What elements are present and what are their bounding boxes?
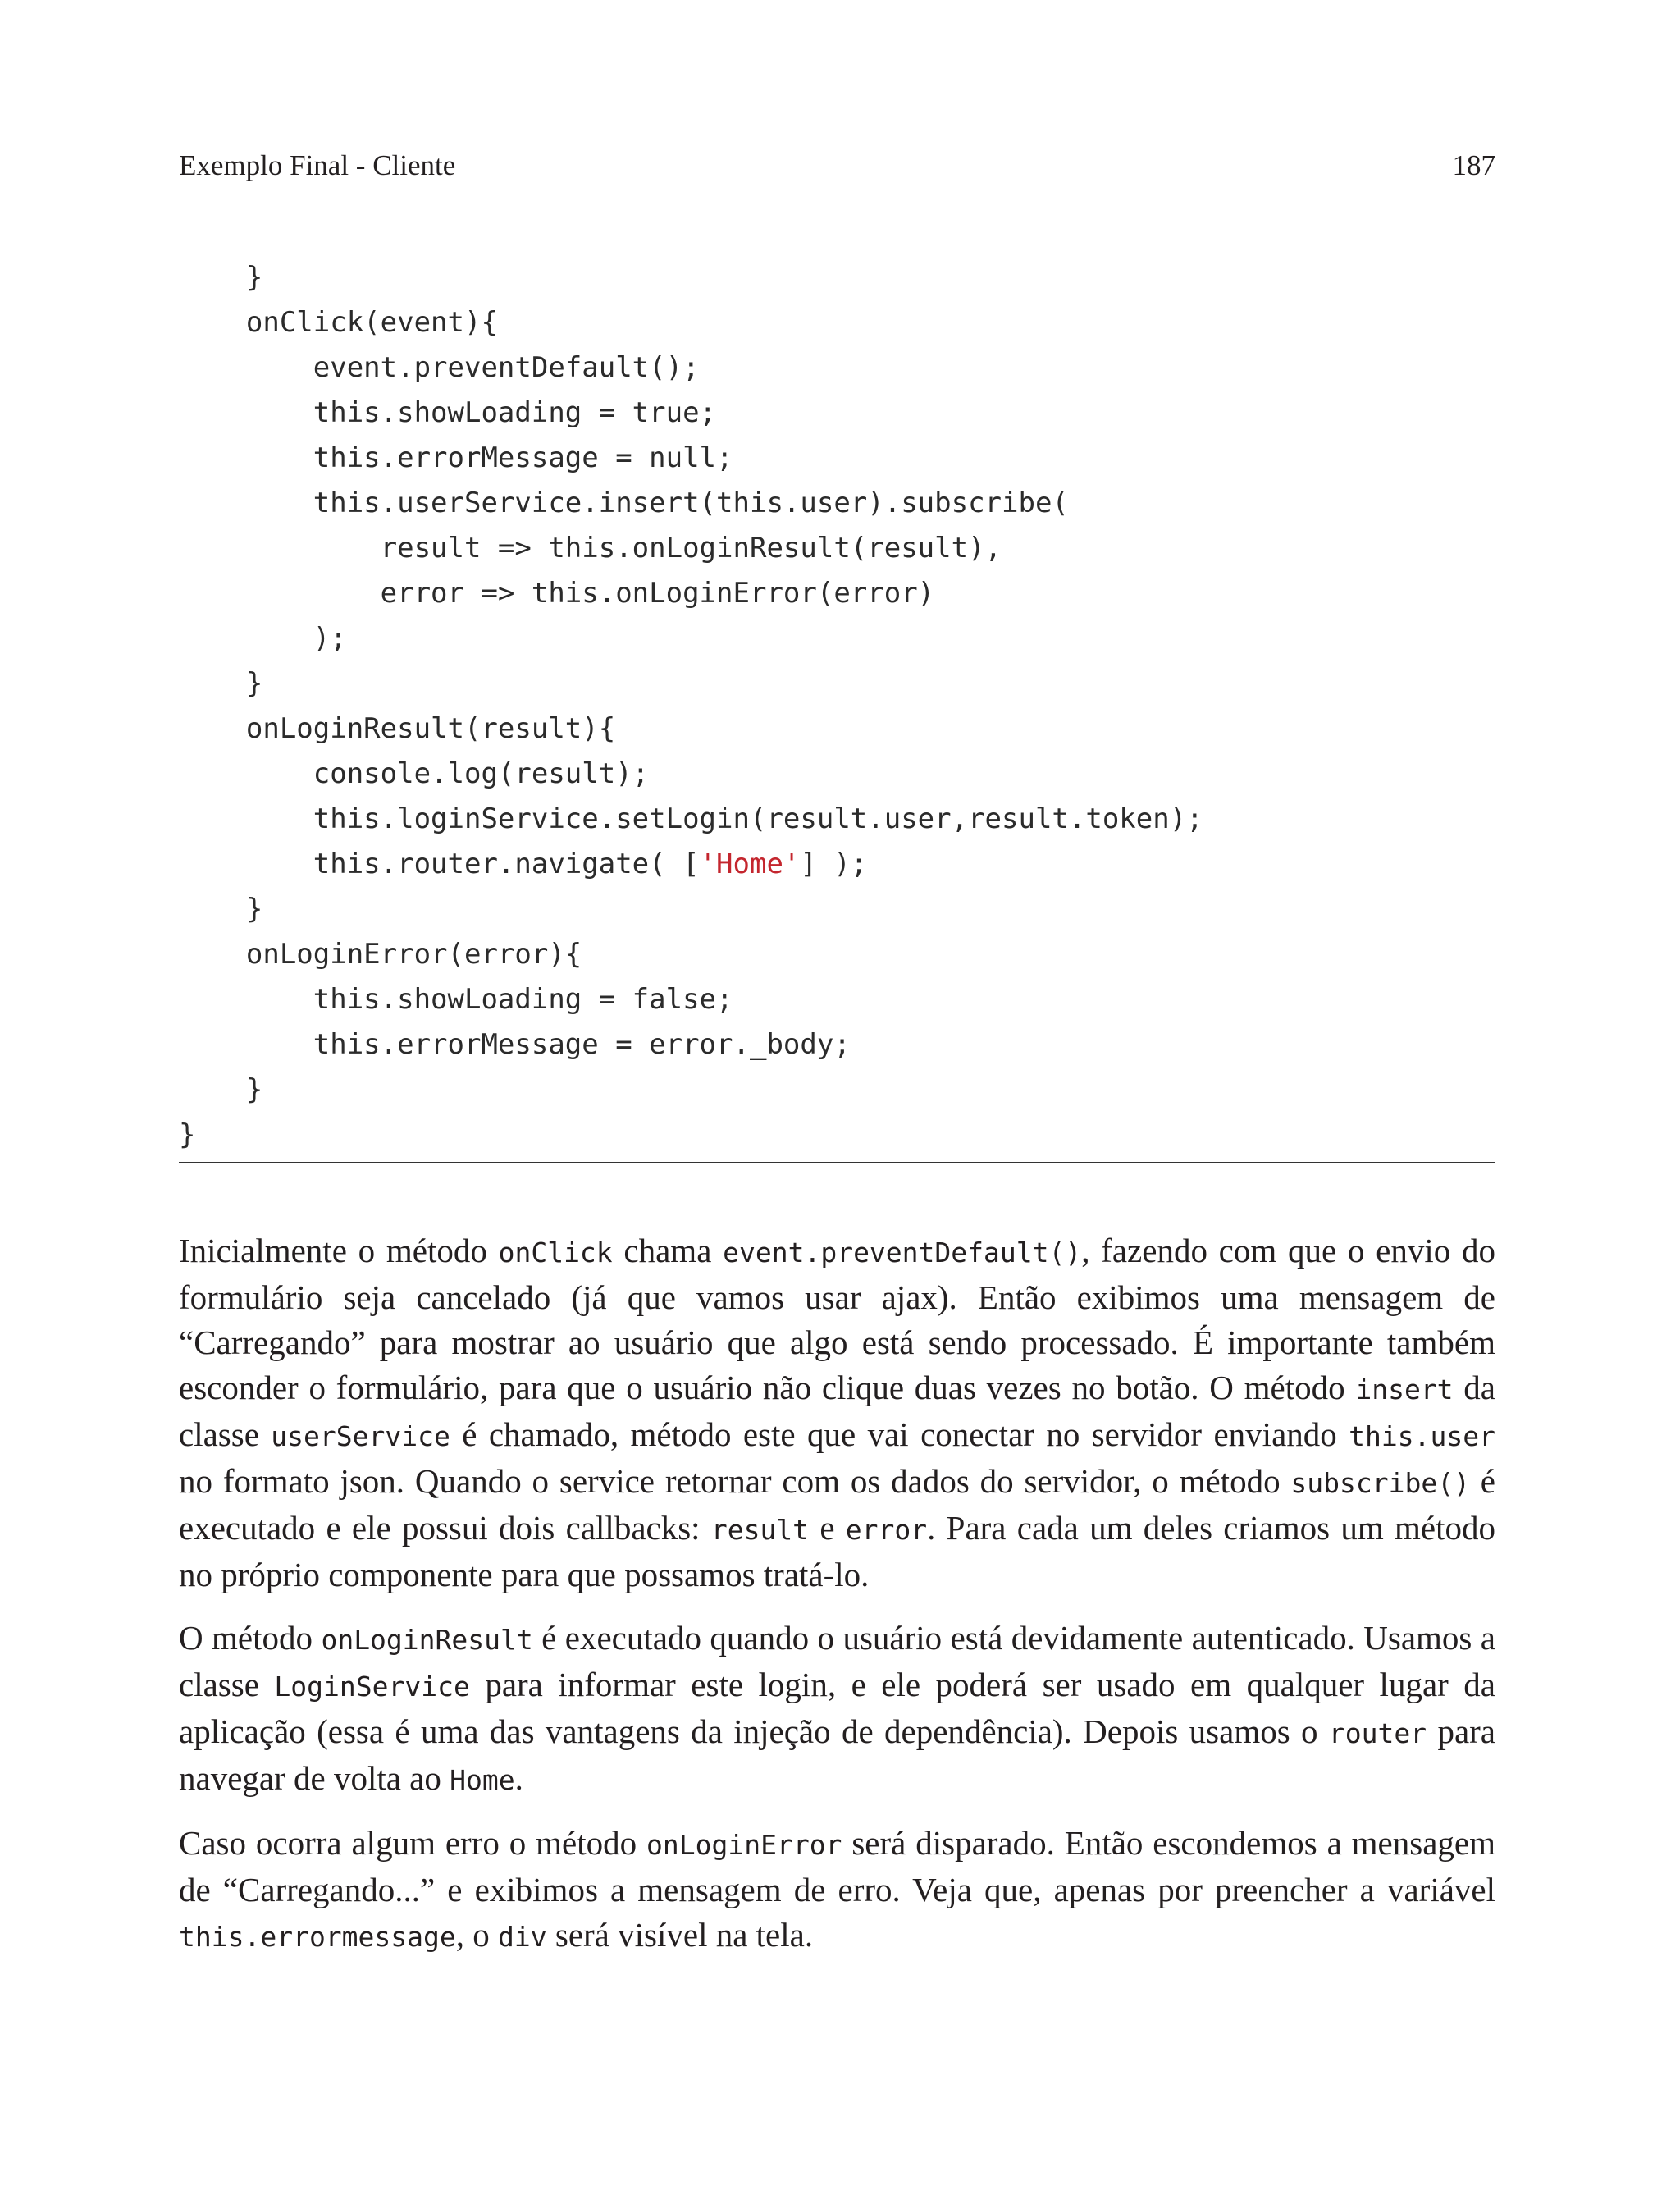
text-run: é chamado, método este que vai conectar no servidor enviando <box>450 1415 1349 1453</box>
code-segment: this.router.navigate( [ <box>179 848 700 880</box>
text-run: para informar este login, e ele poderá ser usado em qualquer lugar da aplicação (essa é uma das vantagens da injeção de dependência). Depois usamos o <box>179 1666 1495 1750</box>
text-run: da classe <box>179 1369 1496 1453</box>
running-head: Exemplo Final - Cliente <box>179 149 456 181</box>
text-run: chama <box>612 1232 724 1269</box>
inline-code: subscribe() <box>1290 1467 1470 1499</box>
code-line: this.showLoading = true; <box>179 396 717 429</box>
body-text <box>179 1228 1495 1977</box>
page-number: 187 <box>1452 149 1495 181</box>
code-line: ); <box>179 622 347 655</box>
code-line: } <box>179 667 263 700</box>
text-run: , o <box>455 1916 499 1954</box>
inline-code: onClick <box>498 1236 613 1268</box>
text-run: é executado quando o usuário está devidamente autenticado. Usamos a classe <box>179 1619 1495 1703</box>
text-run: , fazendo com que o envio do formulário seja cancelado (já que vamos usar ajax). Então exibimos uma mensagem de “Carregando” para mostrar ao usuário que algo está sendo processado. É importante também esconder o formulário, para que o usuário não clique duas vezes no botão. O método <box>179 1232 1495 1406</box>
code-line-navigate <box>179 842 1495 887</box>
inline-code: this.errormessage <box>179 1921 456 1953</box>
paragraph-onloginerror <box>179 1821 1495 1959</box>
text-run: O método <box>179 1619 322 1657</box>
code-line: this.showLoading = false; <box>179 983 733 1016</box>
code-line: this.userService.insert(this.user).subscribe( <box>179 487 1069 519</box>
code-line: this.errorMessage = null; <box>179 441 733 474</box>
inline-code: LoginService <box>274 1671 470 1703</box>
code-line: } <box>179 261 263 294</box>
code-block-divider <box>179 1162 1495 1163</box>
text-run: Inicialmente o método <box>179 1232 499 1269</box>
code-line: this.loginService.setLogin(result.user,result.token); <box>179 802 1203 835</box>
text-run: para navegar de volta ao <box>179 1712 1495 1797</box>
code-line: onLoginError(error){ <box>179 938 582 971</box>
text-run: no formato json. Quando o service retornar com os dados do servidor, o método <box>179 1462 1291 1500</box>
code-line: error => this.onLoginError(error) <box>179 577 935 610</box>
text-run: será disparado. Então escondemos a mensagem de “Carregando...” e exibimos a mensagem de erro. Veja que, apenas por preencher a variável <box>179 1824 1495 1908</box>
code-line: this.errorMessage = error._body; <box>179 1028 851 1061</box>
inline-code: div <box>498 1921 547 1953</box>
inline-code: this.user <box>1349 1420 1495 1452</box>
code-line: console.log(result); <box>179 757 650 790</box>
inline-code: onLoginResult <box>321 1624 533 1656</box>
inline-code: Home <box>450 1764 515 1796</box>
code-line: onLoginResult(result){ <box>179 712 616 745</box>
paragraph-onclick <box>179 1228 1495 1598</box>
code-line: } <box>179 893 263 926</box>
text-run: e <box>809 1509 846 1547</box>
text-run: será visível na tela. <box>546 1916 814 1954</box>
inline-code: userService <box>271 1420 450 1452</box>
inline-code: insert <box>1355 1374 1454 1406</box>
code-listing <box>179 255 1495 1158</box>
code-line: onClick(event){ <box>179 306 498 339</box>
inline-code: error <box>845 1514 928 1546</box>
paragraph-onloginresult <box>179 1616 1495 1803</box>
inline-code: result <box>710 1514 810 1546</box>
code-line: } <box>179 1073 263 1106</box>
inline-code: onLoginError <box>646 1829 842 1861</box>
code-line: result => this.onLoginResult(result), <box>179 532 1002 565</box>
inline-code: router <box>1328 1717 1427 1749</box>
code-segment: ] ); <box>800 848 868 880</box>
inline-code: event.preventDefault() <box>723 1236 1082 1268</box>
text-run: Caso ocorra algum erro o método <box>179 1824 647 1862</box>
text-run: . <box>514 1759 523 1797</box>
code-line: event.preventDefault(); <box>179 351 700 384</box>
code-line: } <box>179 1118 196 1151</box>
code-string-literal: 'Home' <box>699 848 801 880</box>
text-run: . Para cada um deles criamos um método no próprio componente para que possamos tratá-lo. <box>179 1509 1495 1593</box>
text-run: é executado e ele possui dois callbacks: <box>179 1462 1496 1547</box>
